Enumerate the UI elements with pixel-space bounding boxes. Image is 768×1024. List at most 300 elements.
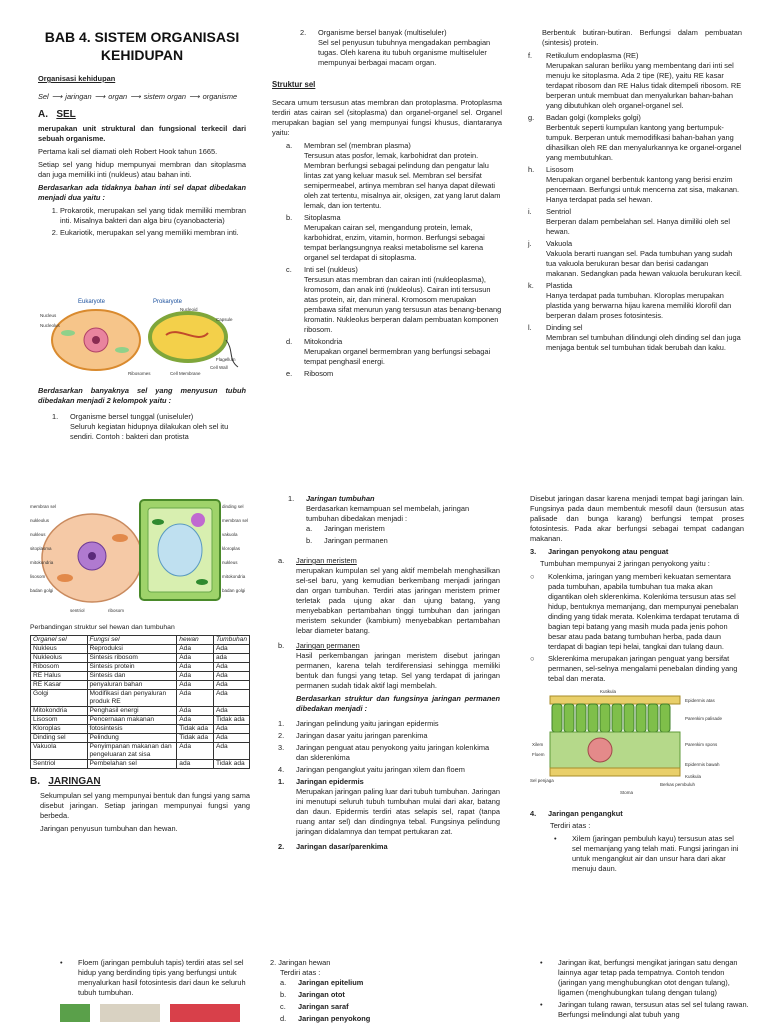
organelle-body: Berbentuk seperti kumpulan kantong yang bertumpuk-tumpuk. Berperan untuk memodifikasi bahan-bahan yang dihasilkan oleh RE dan menyalurkannya ke organel-organel yang membutuhkan. (546, 123, 742, 162)
animal-tissue-title: 2. Jaringan hewan (270, 958, 331, 967)
organelle-body: Vakuola berarti ruangan sel. Pada tumbuhan yang sudah tua vakuola berukuran besar dan berisi cadangan makanan. Sedangkan pada hewan vakuola berukuran kecil. (546, 249, 742, 278)
unicellular-body: Seluruh kegiatan hidupnya dilakukan oleh sel itu sendiri. Contoh : bakteri dan protista (70, 422, 229, 441)
list-marker: f. (528, 51, 533, 60)
list-item (278, 731, 500, 741)
bullet-icon: • (554, 834, 557, 843)
table-cell: Pembelahan sel (87, 760, 177, 769)
list-body: Jaringan otot (298, 990, 345, 999)
list-item (528, 207, 742, 237)
list-item (286, 141, 502, 211)
table-cell: Ada (213, 743, 249, 760)
organelle-body: Merupakan organel bermembran yang berfungsi sebagai tempat penghasil energi. (304, 347, 491, 366)
animal-plant-cell-figure (30, 498, 250, 618)
table-cell: Ada (213, 725, 249, 734)
fig-label: Nucleolus (40, 323, 60, 328)
organelle-shape (61, 330, 75, 336)
list-item (278, 719, 500, 729)
list-marker: b. (278, 641, 285, 650)
table-cell: Ada (177, 707, 214, 716)
table-cell: Ada (213, 645, 249, 654)
plant-photo (60, 1004, 90, 1022)
page3-right-column (540, 958, 750, 1022)
list-body (304, 265, 502, 335)
palisade-cell (576, 704, 586, 732)
organelle-body: Hanya terdapat pada tumbuhan. Kloroplas merupakan plastida yang berwarna hijau karena memiliki klorofil dan berperan dalam proses fotosintesis. (546, 291, 732, 320)
list-item (528, 165, 742, 205)
fig-label: dinding sel (222, 504, 244, 509)
list-item (306, 536, 500, 546)
table-header: Tumbuhan (213, 636, 249, 645)
organelle-body: Merupakan organel berbentuk kantong yang berisi enzim pencernaan. Berfungsi untuk mencerna zat sisa, makanan. Hanya terdapat pada sel hewan. (546, 175, 740, 204)
chapter-title-line1: BAB 4. SISTEM ORGANISASI (44, 29, 240, 45)
table-row (31, 663, 250, 672)
organelle-title: Lisosom (546, 165, 574, 174)
fig-label: ribosom (108, 608, 125, 613)
table-cell: Nukleus (31, 645, 88, 654)
list-item (278, 743, 500, 763)
fig-label: Cell Membrane (170, 371, 201, 376)
list-item (280, 990, 490, 1000)
document-page-2 (0, 490, 768, 928)
list-item (528, 239, 742, 279)
sel-every: Setiap sel yang hidup mempunyai membran dan sitoplasma dan juga memiliki inti (nukleus) atau bahan inti. (38, 160, 246, 179)
list-item (540, 958, 750, 998)
list-item (530, 547, 744, 557)
list-marker: 2. (278, 731, 285, 740)
fig-label: sitoplasma (30, 546, 52, 551)
list-body: Jaringan pelindung yaitu jaringan epidermis (296, 719, 439, 728)
list-marker: b. (306, 536, 313, 545)
fig-label: Cell Wall (210, 365, 228, 370)
table-cell: Mitokondria (31, 707, 88, 716)
sel-definition: merupakan unit struktural dan fungsional terkecil dari sebuah organisme. (38, 124, 246, 143)
nucleolus-shape (92, 336, 100, 344)
list-item (280, 1002, 490, 1012)
list-body: Jaringan dasar yaitu jaringan parenkima (296, 731, 428, 740)
table-cell: Tidak ada (177, 734, 214, 743)
fig-label: Berkas pembuluh (660, 782, 696, 787)
table-cell: Ada (213, 681, 249, 690)
list-marker: d. (286, 337, 293, 346)
list-body: Jaringan penguat atau penyokong yaitu jaringan kolenkima dan sklerenkima (296, 743, 490, 762)
phloem-body: Floem (jaringan pembuluh tapis) terdiri atas sel sel hidup yang berdinding tipis yang berfungsi untuk menyalurkan hasil fotosintesis dari daun ke seluruh tubuh tumbuhan. (78, 958, 246, 997)
ribosome-continuation: Berbentuk butiran-butiran. Berfungsi dalam pembuatan (sintesis) protein. (542, 28, 742, 47)
table-header: Organel sel (31, 636, 88, 645)
fig-label: Capsule (216, 317, 233, 322)
list-marker: 3. (530, 547, 537, 556)
table-row (31, 716, 250, 725)
palisade-cell (624, 704, 634, 732)
fig-label: badan golgi (222, 588, 246, 593)
support-title: Jaringan penyokong atau penguat (548, 547, 669, 556)
section-a-heading (38, 110, 246, 120)
chloroplast-shape (196, 579, 208, 585)
table-cell: Ada (213, 707, 249, 716)
page2-right-column (530, 494, 744, 876)
permanent-tissue-list (278, 719, 500, 775)
arrow-icon: ⟶ (130, 92, 141, 101)
nucleus-shape (191, 513, 205, 527)
list-marker: 2. (278, 842, 285, 851)
diagram-photo (100, 1004, 160, 1022)
table-cell: Ada (213, 734, 249, 743)
list-item (38, 412, 246, 442)
table-row (31, 725, 250, 734)
list-item (530, 654, 744, 684)
page1-right-column (528, 28, 742, 355)
table-row (31, 645, 250, 654)
table-cell: Ada (177, 681, 214, 690)
list-item (278, 765, 500, 775)
list-body (546, 165, 742, 205)
list-marker: i. (528, 207, 532, 216)
organelle-body: Tersusun atas membran dan cairan inti (nukleoplasma), kromosom, dan anak inti (nukleolus). Cairan inti tersusun atas protein, air, dan mineral. Kromosom merupakan pembawa sifat menurun yang tersusun atas benang-benang kromatin. Nukleolus berperan dalam pembuatan komponen ribosom. (304, 275, 502, 334)
list-item (530, 834, 744, 874)
list-body (304, 369, 502, 379)
page1-middle-column (272, 28, 502, 381)
list-item: 1. Prokarotik, merupakan sel yang tidak memiliki membran inti. Misalnya bakteri dan alga biru (cyanobacteria) (60, 206, 246, 226)
table-row (31, 743, 250, 760)
organelle-title: Sitoplasma (304, 213, 341, 222)
list-item (280, 978, 490, 988)
list-body: Jaringan saraf (298, 1002, 349, 1011)
list-body (546, 51, 742, 111)
list-marker: e. (286, 369, 293, 378)
table-cell: Ada (177, 743, 214, 760)
section-letter: A. (38, 109, 48, 120)
palisade-cell (552, 704, 562, 732)
page2-left-column (30, 498, 250, 837)
table-cell: Penyimpanan makanan dan pengeluaran zat sisa (87, 743, 177, 760)
table-cell: Ada (177, 654, 214, 663)
list-item (528, 51, 742, 111)
fig-label: membran sel (222, 518, 249, 523)
fig-label: Floem (532, 752, 545, 757)
list-marker: 4. (530, 809, 537, 818)
section-b-heading (30, 777, 250, 787)
fig-label: lisosom (30, 574, 46, 579)
fig-label: Epidermis bawah (685, 762, 720, 767)
table-row (31, 734, 250, 743)
list-marker: j. (528, 239, 532, 248)
cell-comparison-table (30, 635, 250, 769)
list-body: Jaringan penyokong (298, 1014, 371, 1023)
chain-item: Sel (38, 92, 49, 101)
list-body (70, 412, 246, 442)
table-cell: ada (177, 760, 214, 769)
list-marker: b. (280, 990, 287, 999)
fig-label: Ribosomes (128, 371, 151, 376)
list-body (546, 281, 742, 321)
list-body (546, 207, 742, 237)
bullet-icon: • (540, 958, 543, 967)
page2-middle-column (278, 494, 500, 854)
table-cell: Tidak ada (213, 716, 249, 725)
organelle-title: Ribosom (304, 369, 334, 378)
fig-label: Eukaryote (78, 299, 106, 305)
fig-label: mitokondria (222, 574, 246, 579)
section-letter: B. (30, 776, 40, 787)
table-cell: Tidak ada (213, 760, 249, 769)
flagellum-shape (226, 340, 238, 367)
fig-label: Kutikula (685, 774, 702, 779)
prokaryote-cell (150, 313, 226, 361)
organelle-list-continued (528, 51, 742, 353)
table-cell: Sintesis ribosom (87, 654, 177, 663)
organelle-body: Membran sel tumbuhan dilindungi oleh dinding sel dan juga menjaga bentuk sel tumbuhan tidak berubah dan kaku. (546, 333, 741, 352)
animal-tissue-intro: Terdiri atas : (280, 968, 321, 977)
palisade-cell (600, 704, 610, 732)
section-title: SEL (56, 109, 76, 120)
list-body (304, 213, 502, 263)
list-body (546, 323, 742, 353)
list-item (286, 265, 502, 335)
palisade-layer (552, 704, 670, 732)
tissue-photo-strip (60, 1000, 250, 1022)
meristem-body: merupakan kumpulan sel yang aktif membelah menghasilkan sel-sel baru, yang kemudian berkembang menjadi jaringan dan organ tumbuhan. Terdiri atas jaringan meristem primer terletak pada ujung akar dan ujung batang, yang menyebabkan pertambahan tinggi tumbuhan dan jaringan meristem sekunder (kambium) menyebabkan pertambahan lebar diameter batang. (296, 566, 500, 635)
list-marker: g. (528, 113, 535, 122)
chain-item: jaringan (65, 92, 92, 101)
fig-label: Parenkim spons (685, 742, 718, 747)
palisade-cell (612, 704, 622, 732)
animal-tissue-list (270, 978, 490, 1024)
bullet-icon: • (60, 958, 63, 967)
table-cell: RE Kasar (31, 681, 88, 690)
list-item (306, 524, 500, 534)
bullet-icon: ○ (530, 654, 535, 663)
organelle-body: Berperan dalam pembelahan sel. Hanya dimiliki oleh sel hewan. (546, 217, 731, 236)
sel-nucleus-intro: Berdasarkan ada tidaknya bahan inti sel dapat dibedakan menjadi dua yaitu : (38, 183, 246, 202)
table-cell: fotosintesis (87, 725, 177, 734)
upper-epidermis-shape (550, 696, 680, 704)
table-row (31, 690, 250, 707)
list-item (528, 113, 742, 163)
table-cell: penyaluran bahan (87, 681, 177, 690)
spongy-layer (550, 732, 680, 768)
list-marker: 1. (52, 412, 59, 421)
list-marker: b. (286, 213, 293, 222)
table-cell: Sintesis dan (87, 672, 177, 681)
table-cell: Lisosom (31, 716, 88, 725)
organelle-title: Inti sel (nukleus) (304, 265, 358, 274)
list-item (286, 337, 502, 367)
list-marker: c. (280, 1002, 286, 1011)
list-item (272, 28, 502, 68)
arrow-icon: ⟶ (189, 92, 200, 101)
list-item (278, 641, 500, 717)
list-item (286, 213, 502, 263)
cartilage-body: Jaringan tulang rawan, tersusun atas sel sel tulang rawan. Berfungsi melindungi alat tubuh yang (558, 1000, 749, 1019)
table-cell: Modifikasi dan penyaluran produk RE (87, 690, 177, 707)
palisade-cell (564, 704, 574, 732)
section-title: JARINGAN (48, 776, 101, 787)
list-body: Kolenkima, jaringan yang memberi kekuatan sementara pada tumbuhan, apabila tumbuhan tua maka akan digantikan oleh sklerenkima. Kolenkima tersusun atas sel hidup, bentuknya memanjang, dan mempunyai penebalan dinding yang tidak merata. Kolenkima terdapat terutama di bagian tepi batang yang masih muda pada jenis pohon besar atau pada batang tumbuhan herba, pada daun terdapat di bagian tepi helai, tangkai dan tulang daun. (548, 572, 740, 651)
list-item (286, 369, 502, 379)
cell-count-section (38, 386, 246, 444)
organelle-title: Retikulum endoplasma (RE) (546, 51, 639, 60)
table-cell: Dinding sel (31, 734, 88, 743)
plant-tissue-title: Jaringan tumbuhan (306, 494, 375, 503)
list-marker: a. (306, 524, 313, 533)
table-cell: Ada (177, 663, 214, 672)
table-cell: Ada (213, 672, 249, 681)
list-item (278, 556, 500, 639)
list-marker: 1. (278, 719, 285, 728)
table-cell: Reproduksi (87, 645, 177, 654)
permanent-title: Jaringan permanen (296, 641, 360, 650)
table-row (31, 760, 250, 769)
table-cell: Sentriol (31, 760, 88, 769)
fig-label: Nucleus (40, 313, 57, 318)
table-cell: Pelindung (87, 734, 177, 743)
organelle-body: Tersusun atas posfor, lemak, karbohidrat dan protein. Membran berfungsi sebagai pelindung dan pengatur lalu lintas zat yang keluar masuk sel. Membran sel bersifat semipermeabel, artinya membran sel hanya dapat dilewati oleh zat tertentu, misalnya air, oksigen, zat yang larut dalam lemak, dan ion tertentu. (304, 151, 501, 210)
table-cell: Ribosom (31, 663, 88, 672)
table-cell: Ada (177, 690, 214, 707)
permanent-body: Hasil perkembangan jaringan meristem disebut jaringan permanen, karena telah terdiferensiasi sehingga memiliki bentuk dan fungsi yang tetap. Sel yang terdapat di jaringan permanen sudah tidak aktif lagi membelah. (296, 651, 500, 690)
list-marker: a. (278, 556, 285, 565)
organelle-title: Sentriol (546, 207, 572, 216)
list-marker: 1. (278, 777, 285, 786)
fig-label: Epidermis atas (685, 698, 715, 703)
chain-item: sistem organ (143, 92, 187, 101)
bullet-icon: ○ (530, 572, 535, 581)
nucleolus-shape (88, 552, 96, 560)
sel-hooke: Pertama kali sel diamati oleh Robert Hook tahun 1665. (38, 147, 218, 156)
eukaryote-prokaryote-figure (38, 295, 246, 379)
table-cell: Ada (213, 663, 249, 672)
unicellular-title: Organisme bersel tunggal (uniseluler) (70, 412, 194, 421)
table-cell: Tidak ada (177, 725, 214, 734)
parenchyma-title: Jaringan dasar/parenkima (296, 842, 388, 851)
organelle-shape (115, 347, 129, 353)
lower-epidermis-shape (550, 768, 680, 776)
list-marker: 3. (278, 743, 285, 752)
table-cell: Vakuola (31, 743, 88, 760)
tissue-definition: Sekumpulan sel yang mempunyai bentuk dan fungsi yang sama disebut jaringan. Setiap jaringan mempunyai fungsi yang berbeda. (40, 791, 250, 820)
organization-chain (38, 92, 246, 102)
list-item: 2. Eukariotik, merupakan sel yang memiliki membran inti. (60, 228, 246, 238)
table-cell: Golgi (31, 690, 88, 707)
table-row (31, 707, 250, 716)
table-cell: ada (213, 654, 249, 663)
list-body: Jaringan epitelium (298, 978, 364, 987)
bullet-icon: • (540, 1000, 543, 1009)
permanent-intro: Berdasarkan struktur dan fungsinya jaringan permanen dibedakan menjadi : (296, 694, 500, 713)
list-marker: d. (280, 1014, 287, 1023)
organelle-title: Dinding sel (546, 323, 583, 332)
document-page-3 (0, 948, 768, 1024)
table-header: hewan (177, 636, 214, 645)
meristem-title: Jaringan meristem (296, 556, 357, 565)
list-body (296, 777, 500, 840)
organelle-body: Merupakan cairan sel, mengandung protein, lemak, karbohidrat, enzim, vitamin, hormon. Berfungsi sebagai tempat berlangsungnya reaksi metabolisme sel karena organel sel terdapat di sitoplasma. (304, 223, 485, 262)
chloroplast-shape (152, 519, 164, 525)
table-header: Fungsi sel (87, 636, 177, 645)
list-marker: h. (528, 165, 535, 174)
organelle-list (272, 141, 502, 379)
chain-item: organ (108, 92, 128, 101)
document-page-1 (0, 0, 768, 444)
chain-item: organisme (202, 92, 238, 101)
table-cell: Pencernaan makanan (87, 716, 177, 725)
table-cell: Kloroplas (31, 725, 88, 734)
fig-label: Nucleoid (180, 307, 198, 312)
table-cell: Ada (177, 645, 214, 654)
list-marker: 2. (300, 28, 307, 37)
table-row (31, 672, 250, 681)
organelle-title: Vakuola (546, 239, 573, 248)
fig-label: sentriol (70, 608, 85, 613)
organization-heading: Organisasi kehidupan (38, 74, 116, 83)
list-body (304, 337, 502, 367)
chapter-title (38, 28, 246, 64)
list-item (528, 281, 742, 321)
table-cell: Nukleolus (31, 654, 88, 663)
table-cell: Ada (213, 690, 249, 707)
list-body (296, 641, 500, 717)
list-body: Jaringan permanen (324, 536, 388, 545)
fig-label: Parenkim palisade (685, 716, 723, 721)
epidermis-title: Jaringan epidermis (296, 777, 364, 786)
transport-title: Jaringan pengangkut (548, 809, 623, 818)
epidermis-body: Merupakan jaringan paling luar dari tubuh tumbuhan. Jaringan ini menutupi seluruh tubuh tumbuhan mulai dari akar, batang dan daun. Epidermis terdiri atas selapis sel, rapat (tanpa ruang antar sel) dan dindingnya tebal. Fungsinya pelindung jaringan didalamnya dan tempat pertukaran zat. (296, 787, 500, 836)
table-row (31, 681, 250, 690)
fig-label: Prokaryote (153, 299, 183, 305)
parenchyma-body: Disebut jaringan dasar karena menjadi tempat bagi jaringan lain. Fungsinya pada daun membentuk mesofil daun (tersusun atas palisade dan bunga karang) berfungsi tempat proses fotosintesis. Pada akar berfungsi sebagai tempat cadangan makanan. (530, 494, 744, 543)
list-body: Jaringan meristem (324, 524, 385, 533)
list-body: Jaringan pengangkut yaitu jaringan xilem dan floem (296, 765, 465, 774)
structure-paragraph: Secara umum tersusun atas membran dan protoplasma. Protoplasma terdiri atas cairan sel (sitoplasma) dan organel-organel sel. Organel merupakan bagian sel yang mempunyai fungsi khusus, diantaranya yaitu: (272, 98, 502, 137)
arrow-icon: ⟶ (51, 92, 63, 101)
vascular-bundle-shape (588, 738, 612, 762)
list-marker: l. (528, 323, 532, 332)
list-item (278, 494, 500, 548)
list-body (546, 113, 742, 163)
leaf-cross-section-figure (530, 686, 744, 806)
multicellular-body: Sel sel penyusun tubuhnya mengadakan pembagian tugas. Oleh karena itu tubuh organisme multiseluler mempunyai berbagai macam organ. (318, 38, 491, 67)
tissue-photo (170, 1004, 240, 1022)
page1-left-column (38, 28, 246, 441)
table-header-row (31, 636, 250, 645)
fig-label: Stoma (620, 790, 634, 795)
organelle-title: Mitokondria (304, 337, 343, 346)
table-cell: Penghasil energi (87, 707, 177, 716)
fig-label: Xilem (532, 742, 544, 747)
list-body (318, 28, 502, 68)
list-item (278, 842, 500, 852)
fig-label: badan golgi (30, 588, 54, 593)
mitochondria-shape (57, 574, 73, 582)
palisade-cell (588, 704, 598, 732)
table-row (31, 654, 250, 663)
fig-label: nukleus (30, 532, 46, 537)
connective-tissue-body: Jaringan ikat, berfungsi mengikat jaringan satu dengan lainnya agar tetap pada tempatnya. Contoh tendon (jaringan yang menghubungkan otot dengan tulang), ligamen (menghubungkan tulang dengan tulang) (558, 958, 738, 997)
fig-label: membran sel (30, 504, 57, 509)
organelle-body: Merupakan saluran berliku yang membentang dari inti sel menuju ke sitoplasma. Ada 2 tipe (RE), yaitu RE kasar terdapat ribosom dan RE Halus tidak ditempeli ribosom. RE berperan untuk membuat dan menyalurkan bahan-bahan yang dibutuhkan oleh organel-organel sel. (546, 61, 742, 110)
list-marker: 1. (288, 494, 295, 503)
page3-left-column (60, 958, 250, 1024)
vacuole-shape (158, 524, 202, 576)
list-marker: k. (528, 281, 534, 290)
fig-label: mitokondria (30, 560, 54, 565)
table-body (31, 645, 250, 769)
table-cell: Ada (177, 672, 214, 681)
fig-label: Sel penjaga (530, 778, 554, 783)
palisade-cell (636, 704, 646, 732)
list-marker: 4. (278, 765, 285, 774)
fig-label: nukleolus (30, 518, 50, 523)
mitochondria-shape (112, 534, 128, 542)
